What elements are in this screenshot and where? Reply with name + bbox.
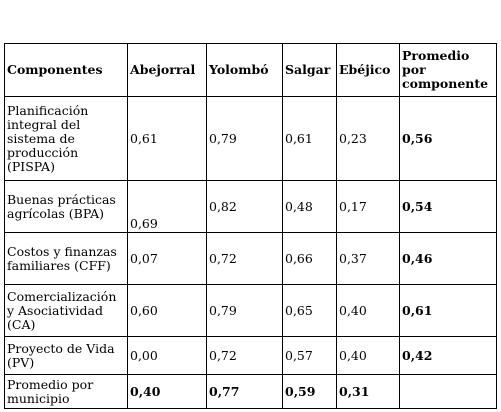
cell-abejorral: 0,69 (128, 181, 207, 233)
table-row (5, 337, 497, 375)
cell-ebejico: 0,17 (337, 181, 400, 233)
footer-row (5, 375, 497, 409)
cell-abejorral: 0,07 (128, 233, 207, 285)
cell-ebejico: 0,40 (337, 337, 400, 375)
row-label-ca: Comercialización y Asociatividad (CA) (5, 285, 128, 337)
cell-salgar: 0,48 (283, 181, 337, 233)
header-yolombo: Yolombó (207, 44, 283, 97)
header-row (5, 44, 497, 97)
cell-yolombo: 0,79 (207, 97, 283, 181)
cell-abejorral: 0,40 (128, 375, 207, 409)
cell-yolombo: 0,77 (207, 375, 283, 409)
cell-salgar: 0,57 (283, 337, 337, 375)
cell-salgar: 0,59 (283, 375, 337, 409)
row-label-cff: Costos y finanzas familiares (CFF) (5, 233, 128, 285)
cell-salgar: 0,65 (283, 285, 337, 337)
cell-yolombo: 0,79 (207, 285, 283, 337)
header-promedio-componente: Promedio por componente (400, 44, 497, 97)
components-table (4, 43, 497, 409)
cell-promedio: 0,42 (400, 337, 497, 375)
cell-salgar: 0,66 (283, 233, 337, 285)
header-componentes: Componentes (5, 44, 128, 97)
row-label-bpa: Buenas prácticas agrícolas (BPA) (5, 181, 128, 233)
cell-promedio-empty (400, 375, 497, 409)
table-row (5, 233, 497, 285)
cell-ebejico: 0,23 (337, 97, 400, 181)
row-label-promedio-municipio: Promedio por municipio (5, 375, 128, 409)
cell-abejorral: 0,00 (128, 337, 207, 375)
cell-yolombo: 0,82 (207, 181, 283, 233)
cell-abejorral: 0,60 (128, 285, 207, 337)
cell-ebejico: 0,40 (337, 285, 400, 337)
cell-abejorral: 0,61 (128, 97, 207, 181)
cell-promedio: 0,56 (400, 97, 497, 181)
table-row (5, 181, 497, 233)
header-salgar: Salgar (283, 44, 337, 97)
cell-yolombo: 0,72 (207, 233, 283, 285)
cell-ebejico: 0,31 (337, 375, 400, 409)
cell-yolombo: 0,72 (207, 337, 283, 375)
row-label-pispa: Planificación integral del sistema de producción (PISPA) (5, 97, 128, 181)
cell-promedio: 0,54 (400, 181, 497, 233)
header-abejorral: Abejorral (128, 44, 207, 97)
table-row (5, 97, 497, 181)
table-row (5, 285, 497, 337)
cell-promedio: 0,46 (400, 233, 497, 285)
header-ebejico: Ebéjico (337, 44, 400, 97)
cell-promedio: 0,61 (400, 285, 497, 337)
row-label-pv: Proyecto de Vida (PV) (5, 337, 128, 375)
cell-ebejico: 0,37 (337, 233, 400, 285)
cell-salgar: 0,61 (283, 97, 337, 181)
